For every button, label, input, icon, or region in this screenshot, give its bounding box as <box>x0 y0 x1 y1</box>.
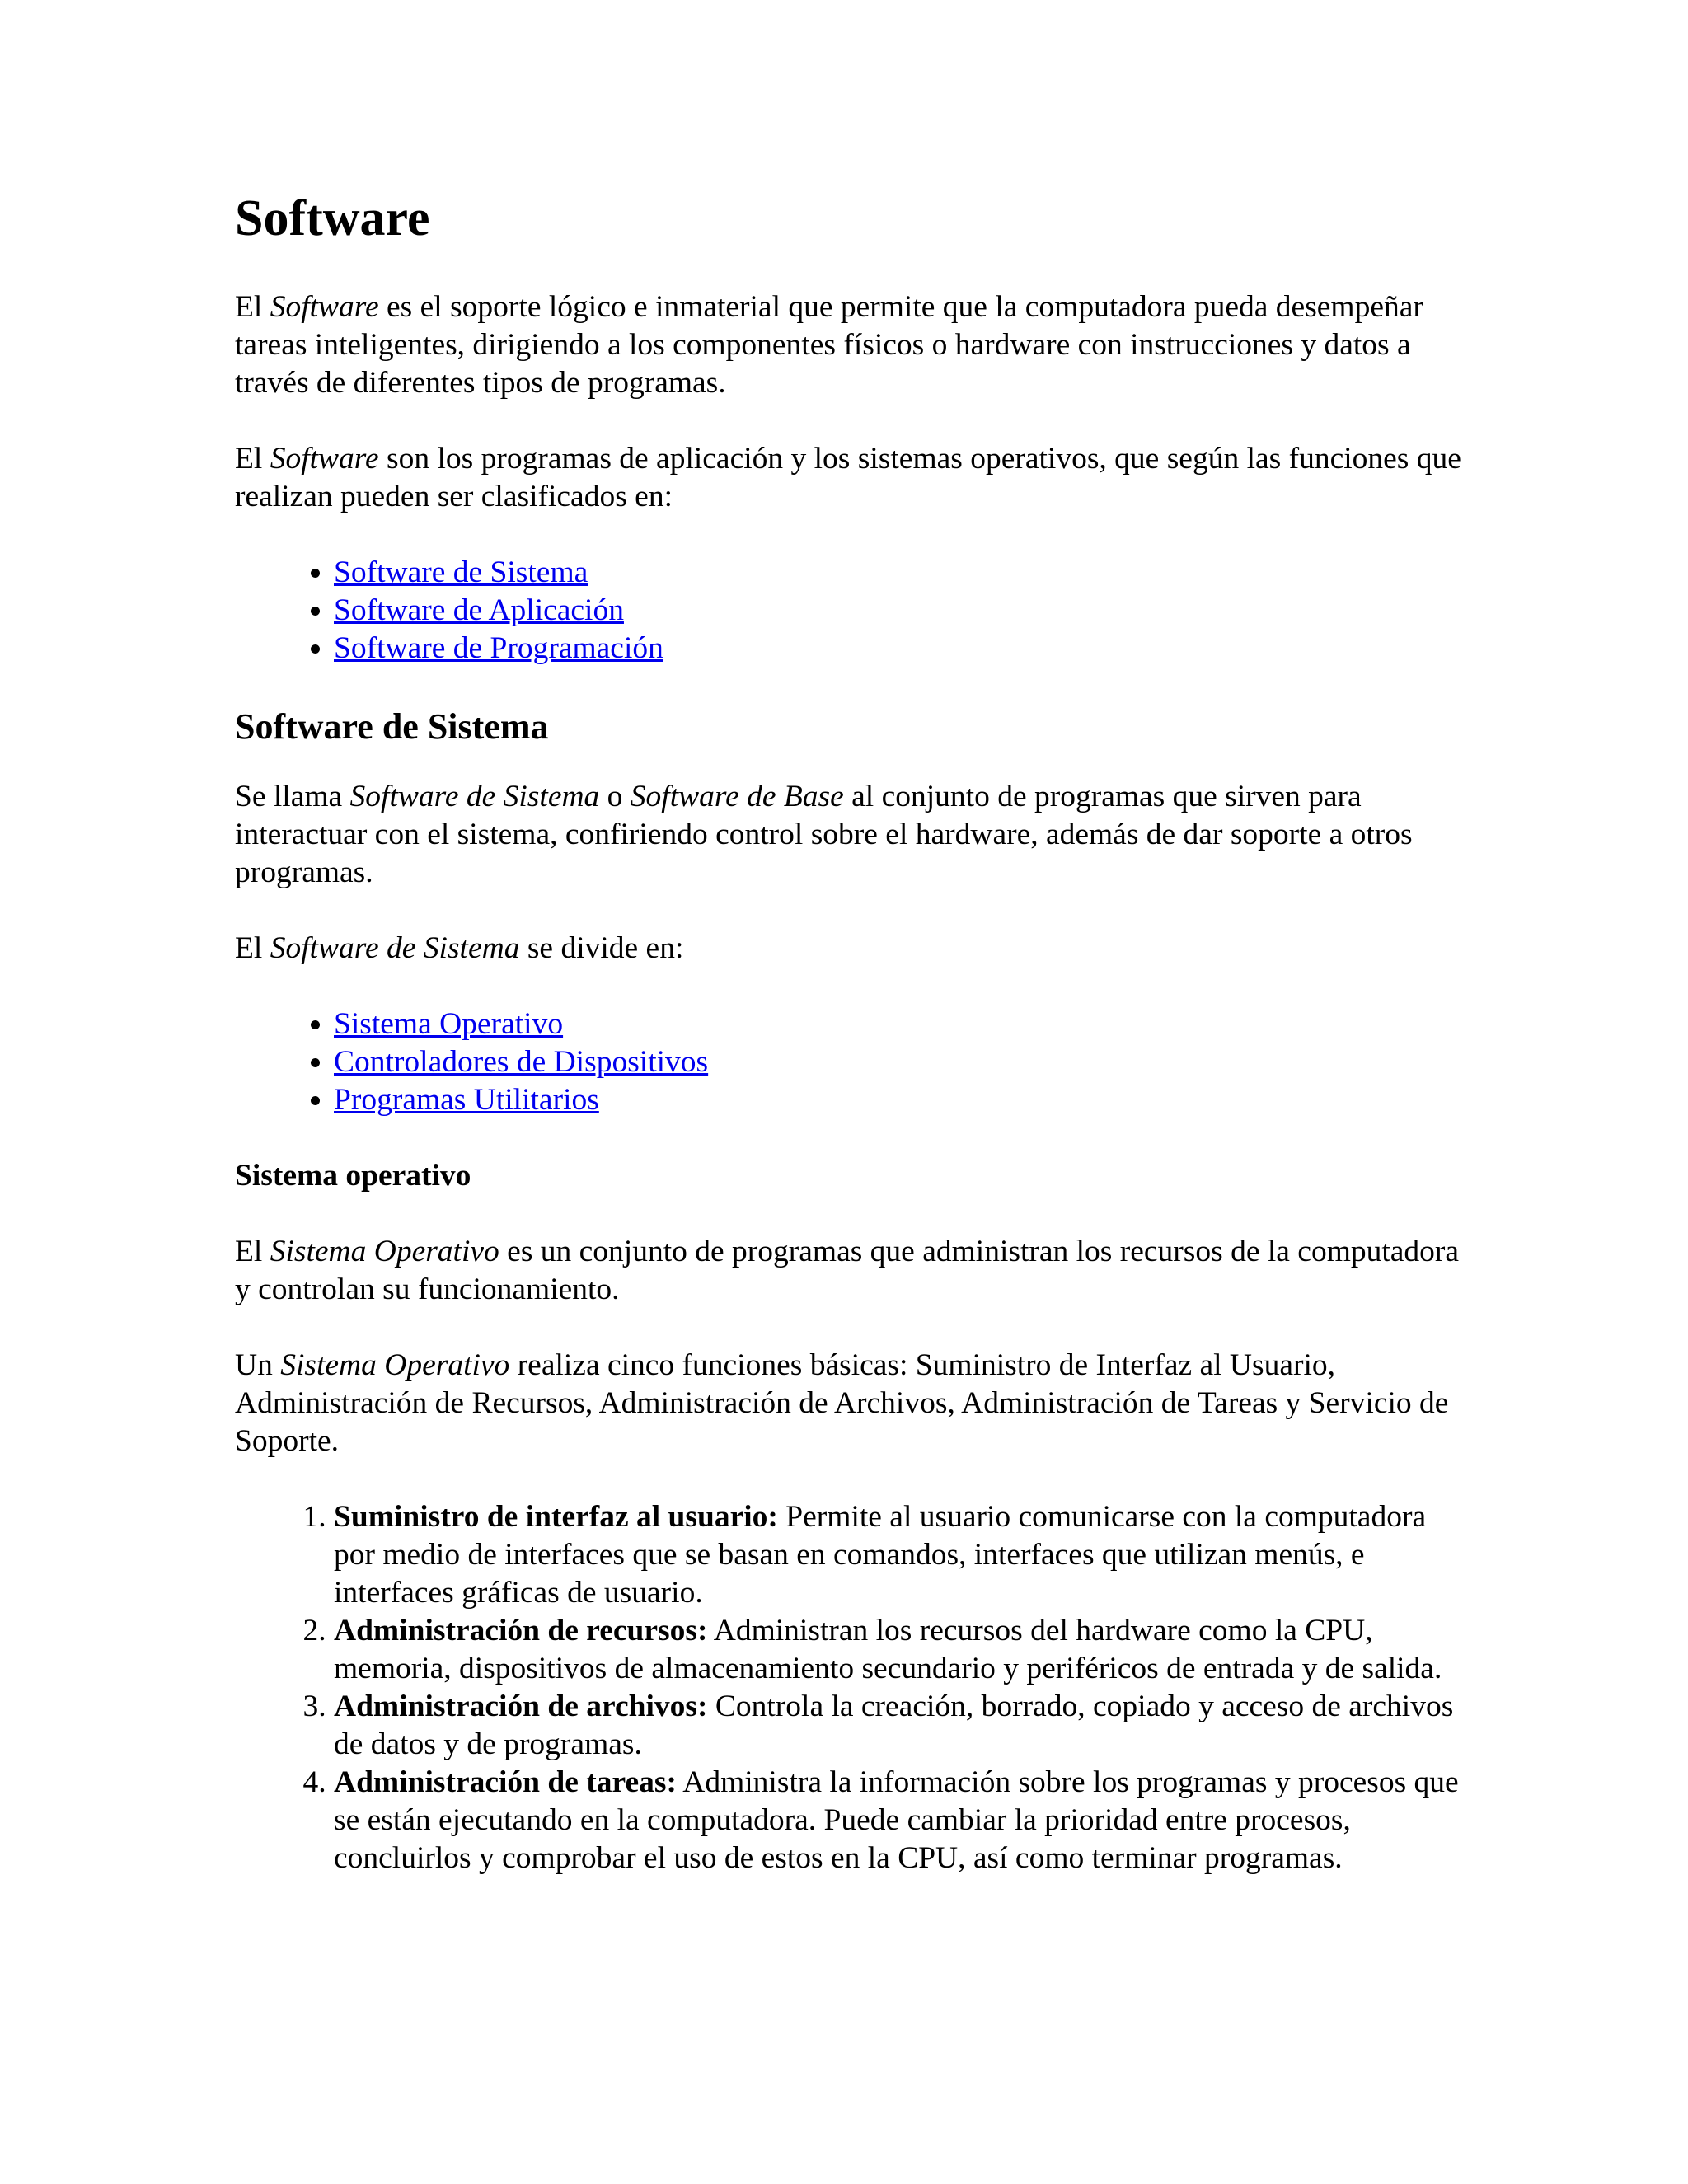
list-item <box>334 1081 1471 1119</box>
link-software-de-programacion[interactable]: Software de Programación <box>334 631 663 665</box>
list-item <box>334 554 1471 592</box>
section-heading-software-de-sistema: Software de Sistema <box>235 706 549 747</box>
list-item <box>334 630 1471 668</box>
so-paragraph-1: El Sistema Operativo es un conjunto de programas que administran los recursos de la computadora y controlan su funcionamiento. <box>235 1235 1460 1306</box>
sistema-components-list <box>235 1005 1471 1119</box>
list-item: 1. Suministro de interfaz al usuario: Permite al usuario comunicarse con la computadora por medio de interfaces que se basan en comandos, interfaces que utilizan menús, e interfaces gráficas de usuario. <box>334 1498 1471 1612</box>
list-item <box>334 1043 1471 1081</box>
section-heading-sistema-operativo: Sistema operativo <box>235 1159 471 1193</box>
intro-paragraph-1: El Software es el soporte lógico e inmaterial que permite que la computadora pueda desempeñar tareas inteligentes, dirigiendo a los componentes físicos o hardware con instrucciones y datos a través de diferentes tipos de programas. <box>235 290 1423 400</box>
list-item: 2. Administración de recursos: Administran los recursos del hardware como la CPU, memoria, dispositivos de almacenamiento secundario y periféricos de entrada y de salida. <box>334 1612 1471 1688</box>
sistema-paragraph-1: Se llama Software de Sistema o Software de Base al conjunto de programas que sirven para interactuar con el sistema, confiriendo control sobre el hardware, además de dar soporte a otros programas. <box>235 780 1413 889</box>
intro-paragraph-2: El Software son los programas de aplicación y los sistemas operativos, que según las funciones que realizan pueden ser clasificados en: <box>235 442 1461 513</box>
link-software-de-aplicacion[interactable]: Software de Aplicación <box>334 593 624 627</box>
so-functions-list <box>235 1498 1471 1877</box>
list-item: 4. Administración de tareas: Administra la información sobre los programas y procesos que se están ejecutando en la computadora. Puede cambiar la prioridad entre procesos, concluirlos y comprobar el uso de estos en la CPU, así como terminar programas. <box>334 1764 1471 1877</box>
software-types-list <box>235 554 1471 668</box>
list-item <box>334 592 1471 630</box>
link-programas-utilitarios[interactable]: Programas Utilitarios <box>334 1083 599 1117</box>
list-item: 3. Administración de archivos: Controla la creación, borrado, copiado y acceso de archivos de datos y de programas. <box>334 1688 1471 1764</box>
sistema-paragraph-2: El Software de Sistema se divide en: <box>235 931 684 965</box>
link-software-de-sistema[interactable]: Software de Sistema <box>334 555 588 589</box>
page-title: Software <box>235 190 430 246</box>
list-item <box>334 1005 1471 1043</box>
document-page <box>235 190 1471 1915</box>
link-sistema-operativo[interactable]: Sistema Operativo <box>334 1007 564 1041</box>
link-controladores-de-dispositivos[interactable]: Controladores de Dispositivos <box>334 1045 709 1079</box>
so-paragraph-2: Un Sistema Operativo realiza cinco funciones básicas: Suministro de Interfaz al Usuario, Administración de Recursos, Administración de Archivos, Administración de Tareas y Servicio de Soporte. <box>235 1348 1449 1458</box>
